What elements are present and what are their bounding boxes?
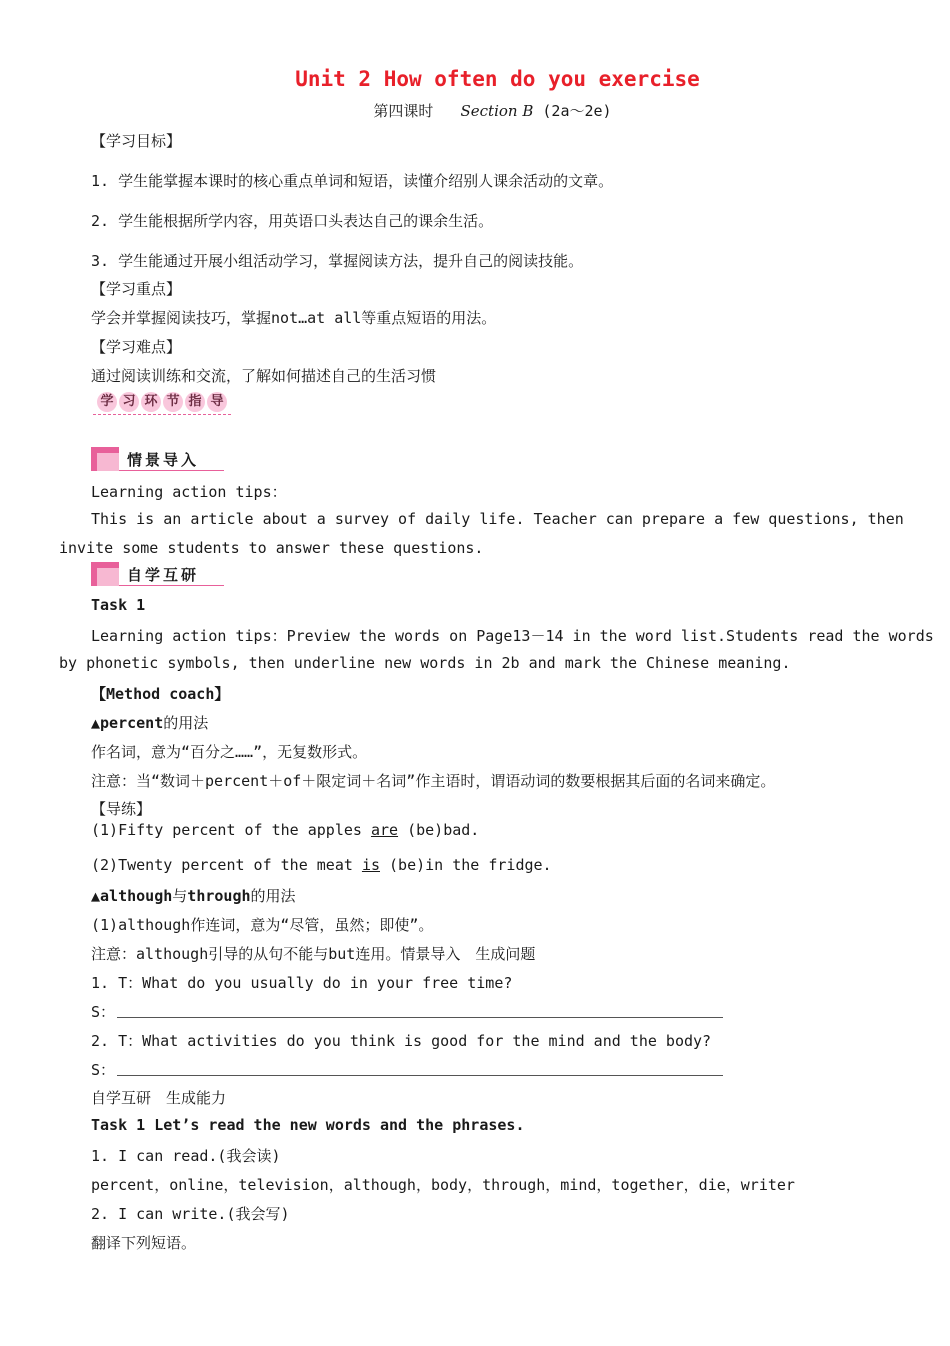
objectives-heading: 【学习目标】 [91, 132, 182, 150]
exercise-1: (1)Fifty percent of the apples are (be)bad. [91, 821, 480, 839]
task-label: Task 1 [91, 596, 146, 614]
task-tips-line2: by phonetic symbols, then underline new words in 2b and mark the Chinese meaning. [59, 654, 791, 672]
self-study-heading: 自学互研 生成能力 [91, 1089, 227, 1107]
self-study-task: Task 1 Let’s read the new words and the phrases. [91, 1116, 525, 1134]
although-heading: ▲although与through的用法 [91, 887, 296, 905]
although-note: 注意：although引导的从句不能与but连用。情景导入 生成问题 [91, 945, 536, 963]
guide-banner [93, 392, 231, 415]
exercise-1-answer: are [370, 821, 399, 839]
answer-2-line[interactable] [117, 1075, 723, 1076]
exercise-2-answer: is [361, 856, 380, 874]
answer-1-line[interactable] [117, 1017, 723, 1018]
section-self-study-label: 自学互研 [127, 566, 200, 584]
write-label: 2. I can write.(我会写) [91, 1205, 290, 1223]
percent-definition: 作名词，意为“百分之……”，无复数形式。 [91, 743, 368, 761]
guide-char: 学 [97, 392, 117, 412]
page-title: Unit 2 How often do you exercise [295, 67, 700, 91]
intro-tips-line2: invite some students to answer these questions. [59, 539, 484, 557]
read-words: percent，online，television，although，body，through，mind，together，die，writer [91, 1176, 795, 1194]
difficulties-text: 通过阅读训练和交流，了解如何描述自己的生活习惯 [91, 367, 437, 385]
guide-char: 指 [185, 392, 205, 412]
guide-char: 节 [163, 392, 183, 412]
lesson-subtitle [0, 100, 950, 121]
answer-2-label: S： [91, 1061, 116, 1079]
key-points-text: 学会并掌握阅读技巧，掌握not…at all等重点短语的用法。 [91, 309, 497, 327]
read-label: 1. I can read.(我会读) [91, 1147, 281, 1165]
guide-char: 导 [207, 392, 227, 412]
percent-heading: ▲percent的用法 [91, 714, 209, 732]
section-intro-label: 情景导入 [127, 451, 200, 469]
question-1: 1. T：What do you usually do in your free time? [91, 974, 513, 992]
difficulties-heading: 【学习难点】 [91, 338, 182, 356]
section-name: Section B [460, 102, 534, 120]
objective-1: 1. 学生能掌握本课时的核心重点单词和短语，读懂介绍别人课余活动的文章。 [91, 172, 614, 190]
translate-instruction: 翻译下列短语。 [91, 1234, 197, 1252]
intro-tips-label: Learning action tips： [91, 483, 287, 501]
intro-tips-line1: This is an article about a survey of daily life. Teacher can prepare a few questions, then [91, 510, 904, 528]
section-intro-header [91, 447, 224, 471]
question-2: 2. T：What activities do you think is good for the mind and the body? [91, 1032, 712, 1050]
guide-char: 环 [141, 392, 161, 412]
objective-3: 3. 学生能通过开展小组活动学习，掌握阅读方法，提升自己的阅读技能。 [91, 252, 584, 270]
section-self-study-header [91, 562, 224, 586]
although-definition: (1)although作连词，意为“尽管，虽然；即使”。 [91, 916, 434, 934]
practice-heading: 【导练】 [91, 800, 152, 818]
lesson-number: 第四课时 [373, 102, 434, 120]
method-coach-heading: 【Method coach】 [91, 685, 230, 703]
section-range: (2a～2e) [542, 102, 612, 120]
task-tips-line1: Learning action tips：Preview the words on Page13－14 in the word list.Students read the words [91, 627, 934, 645]
objective-2: 2. 学生能根据所学内容，用英语口头表达自己的课余生活。 [91, 212, 494, 230]
answer-1-label: S： [91, 1003, 116, 1021]
key-points-heading: 【学习重点】 [91, 280, 182, 298]
exercise-2: (2)Twenty percent of the meat is (be)in the fridge. [91, 856, 552, 874]
percent-note: 注意：当“数词＋percent＋of＋限定词＋名词”作主语时，谓语动词的数要根据其后面的名词来确定。 [91, 772, 776, 790]
guide-char: 习 [119, 392, 139, 412]
